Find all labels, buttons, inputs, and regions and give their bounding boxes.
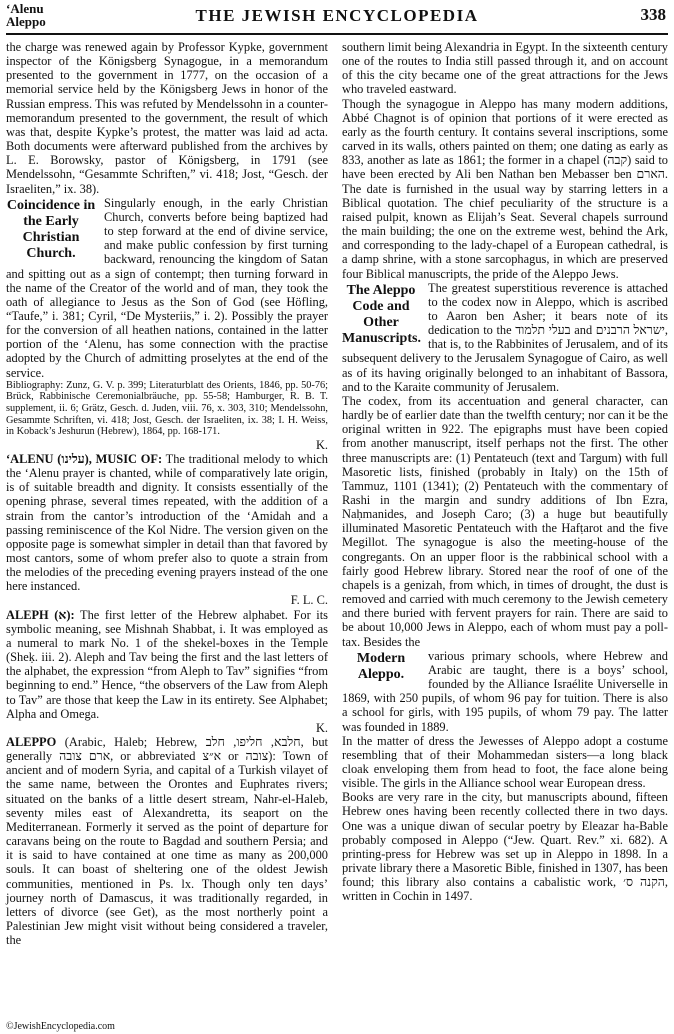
running-head-last: Aleppo	[6, 14, 46, 29]
paragraph	[342, 649, 668, 734]
entry-heading: ALEPH (א):	[6, 607, 75, 622]
right-column	[342, 40, 668, 904]
entry-aleppo	[6, 735, 328, 947]
page-number: 338	[640, 5, 666, 24]
paragraph	[342, 281, 668, 394]
header-rule	[6, 33, 668, 35]
running-head-first: ‘Alenu	[6, 1, 44, 16]
paragraph: In the matter of dress the Jewesses of Aleppo adopt a costume resembling that of their Mohammedan sisters—a long black cloak enveloping them from head to foot, the face alone being visible. The girls in the Alliance school wear European dress.	[342, 733, 668, 791]
entry-heading: ALEPPO	[6, 735, 57, 749]
entry-text: (Arabic, Haleb; Hebrew, חלבא, חליפו, חלב, but generally ארם צובה, or abbreviated א״צ or צובה): Town of ancient and of modern Syria, and capital of a Turkish vilayet of the same name, between the Orontes and Euphrates rivers; situated on the banks of a little desert stream, Nahr-el-Haleb, seventy miles east of Alexandretta, its seaport on the Mediterranean. Formerly it served as the point of departure for caravans being on the route to Bagdad and southern Persia; and it is said to have contained at one time as many as 200,000 souls. It can boast of sheltering one of the oldest Jewish communities, mentioned in Ps. lx. Though only ten days’ journey north of Damascus, it was traditionally regarded, in letters of divorce (see Get), as the most northerly point a Palestinian Jew might visit without being considered a traveler, the	[6, 735, 328, 948]
paragraph: Books are very rare in the city, but manuscripts abound, fifteen Hebrew ones having been recently collected there in two days. One was a unique diwan of secular poetry by Eleazar ha-Bable probably composed in Aleppo (“Jew. Quart. Rev.” xi. 682). A printing-press for Hebrew was set up in Aleppo in 1898. In a private library there a Masoretic Bible, finished in 1307, has been found; this library also contains a cabalistic work, הקנה ס׳, written in Cochin in 1497.	[342, 790, 668, 904]
side-note: The Aleppo Code and Other Manuscripts.	[342, 282, 421, 346]
paragraph: Though the synagogue in Aleppo has many modern additions, Abbé Chagnot is of opinion that portions of it were erected as early as the fourth century. It contains several inscriptions, some carved in its walls, others painted on them; one dating as early as 833, another as late as 1861; the former in a chapel (קבה) said to have been erected by Ali ben Nathan ben Mebasser ben הארם. The date is furnished in the usual way by starring letters in a Biblical quotation. The chief peculiarity of the structure is a raised pulpit, known as Elijah’s Seat. Several chapels surround the main building; the one on the extreme west, behind the Ark, and corresponding to the lady-chapel of a European cathedral, is a damp shrine, with a stone sarcophagus, in which are preserved four Biblical manuscripts, the pride of the Aleppo Jews.	[342, 96, 669, 281]
paragraph: the charge was renewed again by Professor Kypke, government inspector of the Königsberg Synagogue, in a memorandum presented to the government in 1777, on the occasion of a memorial service held by the Königsberg Jews in honor of the Russian empress. This was refuted by Mendelssohn in a counter-memorandum presented to the government, the result of which was that, despite Kypke’s protest, the matter was laid ad acta. Both documents were afterward published from the archives by L. E. Borowsky, pastor of Königsberg, in 1791 (see Mendelssohn, “Gesammte Schriften,” vi. 418; Jost, “Gesch. der Israeliten,” ix. 38).	[6, 40, 328, 196]
paragraph-text: The greatest superstitious reverence is attached to the codex now in Aleppo, which is ascribed to Aaron ben Asher; it bears note of its dedication to the בעלי תלמוד and ישראל הרבנים, that is, to the Rabbinites of Jerusalem, and of its subsequent delivery to the Jerusalem Synagogue of Cairo, as well as of its having originally belonged to an inhabitant of Bassora, and to the Karaite community of Jerusalem.	[342, 280, 668, 394]
paragraph: southern limit being Alexandria in Egypt. In the sixteenth century one of the routes to India still passed through it, and on account of this the city became one of the great attractions for the Jews who traveled eastward.	[342, 40, 668, 97]
paragraph	[6, 196, 328, 380]
author-signature: K.	[315, 437, 328, 452]
entry-aleph	[6, 608, 328, 721]
footer-credit: ©JewishEncyclopedia.com	[6, 1021, 115, 1032]
author-signature: K.	[315, 720, 328, 735]
page-header	[0, 0, 674, 34]
side-note: Modern Aleppo.	[356, 650, 406, 682]
entry-text: The first letter of the Hebrew alphabet. For its symbolic meaning, see Mishnah Shabbat, i. It was employed as a numeral to mark No. 1 of the shekel-boxes in the Temple (Sheḳ. iii. 2). Aleph and Tav being the first and the last letters of the alphabet, the expression “from Aleph to Tav” signifies “from beginning to end.” Hence, “the observers of the Law from Aleph to Tav” are those that keep the Law in its entirety. See Alphabet; Alpha and Omega.	[6, 607, 328, 721]
author-signature: F. L. C.	[290, 593, 328, 608]
paragraph: The codex, from its accentuation and general character, can hardly be of earlier date than the twelfth century; nor can it be the original written in 922. The epigraphs must have been copied from another manuscript, itself perhaps not the first. The other three manuscripts are: (1) Pentateuch (text and Targum) with full Masoretic lists, finished (probably in Italy) on the 15th of Tammuz, 1101 (1341); (2) Pentateuch with the commentary of Rashi in the margin and sundry additions of Ibn Ezra, Naḥmanides, and Joseph Caro; (3) a huge but beautifully illuminated Masoretic Pentateuch with the Hafṭarot and the five Megillot. The synagogue is also the meeting-house of the congregants. On an upper floor is the rabbinical school with a fairly good Hebrew library. Stored near the roof of one of the chapels is a genizah, from which, in times of drought, the dust is removed and carried with much ceremony to the Jewish cemetery and there buried with fervent prayers for rain. There are said to be about 10,000 Jews in Aleppo, each of whom must pay a poll-tax. Besides the	[342, 393, 668, 649]
entry-alenu	[6, 452, 328, 594]
bibliography: Bibliography: Zunz, G. V. p. 399; Literaturblatt des Orients, 1846, pp. 50-76; Brück, Rabbinische Ceremonialbräuche, pp. 55-58; Hamburger, R. B. T. supplement, ii. 6; Grätz, Gesch. d. Juden, viii. 76, x. 303, 310; Mendelssohn, Gesammte Schriften, vi. 418; Jost, Gesch. der Israeliten, ix. 38; I. H. Weiss, in Koback’s Jeshurun (Hebrew), 1864, pp. 168-171.	[6, 379, 328, 438]
page-title: THE JEWISH ENCYCLOPEDIA	[195, 6, 479, 25]
entry-heading: ‘ALENU (עלינו), MUSIC OF:	[6, 451, 163, 466]
paragraph-text: Singularly enough, in the early Christian Church, converts before being baptized had to step forward at the end of divine service, and make public confession by first turning backward, renouncing the kingdom of Satan and spitting out as a sign of contempt; then turning forward in the name of the Creator of the world and of man, they took the oath of allegiance to Jesus as the Son of God (see Höfling, “Taufe,” i. 381; Cyril, “De Mysteriis,” i. 2). Possibly the prayer for the conversion of all heathen nations, contained in the latter portion of the ‘Alenu, has some connection with the practise adopted by the Church of admitting proselytes at the end of the service.	[6, 195, 328, 380]
paragraph-text: various primary schools, where Hebrew and Arabic are taught, there is a boys’ school, founded by the Alliance Israélite Universelle in 1869, with 250 pupils, of whom 96 pay for tuition. There is also a school for girls, with 195 pupils, of whom 79 pay. The latter was founded in 1889.	[342, 648, 668, 734]
entry-text: The traditional melody to which the ‘Alenu prayer is chanted, while of comparatively late origin, is of suitable breadth and dignity. It consists essentially of the opening phrase, several times repeated, with the addition of a strain from the cantor’s introduction of the ‘Amidah and a passing reminiscence of the Kol Nidre. The version given on the opposite page is somewhat simpler in detail than that favored by most cantors, some of whom prefer also to quote a strain from the melodies of the preceding evening prayers instead of the one here instanced.	[6, 451, 328, 594]
side-note: Coincidence in the Early Christian Church.	[6, 197, 96, 261]
left-column	[6, 40, 328, 947]
